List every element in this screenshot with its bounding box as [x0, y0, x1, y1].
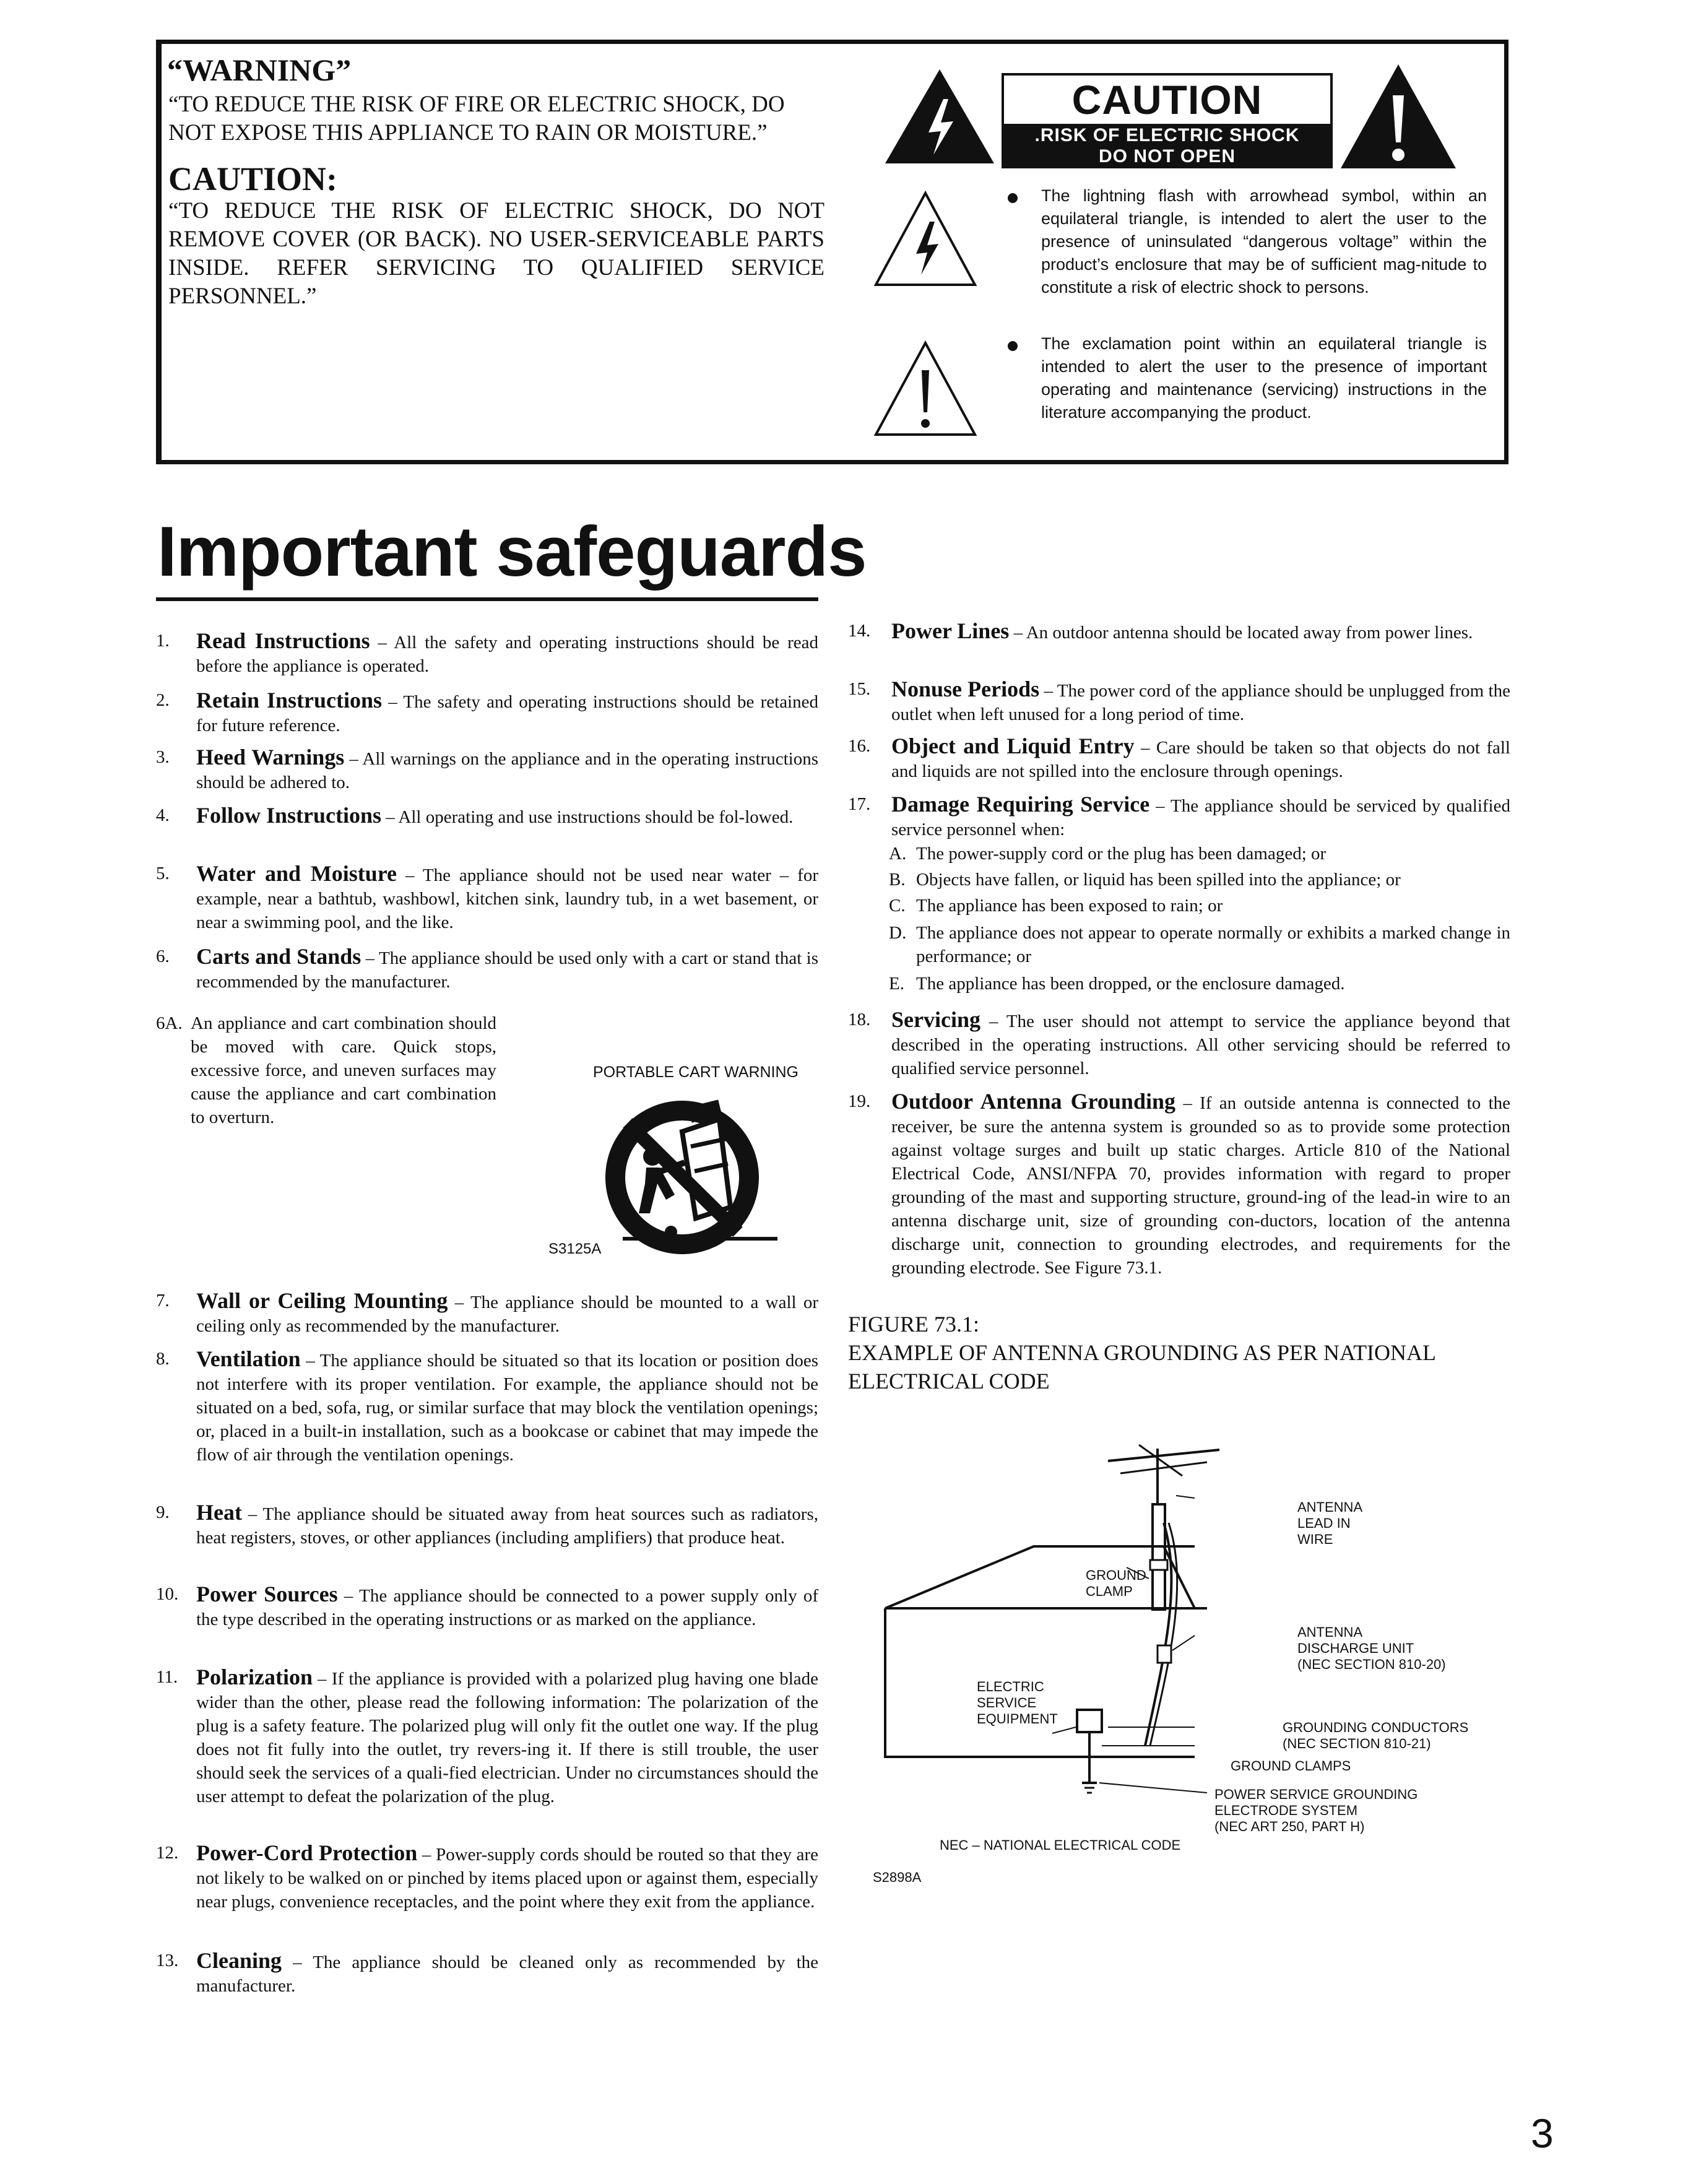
label-line: CLAMP — [1086, 1584, 1133, 1599]
item-title: Heat — [196, 1500, 242, 1525]
page-number: 3 — [1531, 2110, 1554, 2156]
label-line: DISCHARGE UNIT — [1297, 1640, 1414, 1656]
label-line: (NEC ART 250, PART H) — [1214, 1819, 1365, 1834]
label-line: GROUNDING CONDUCTORS — [1283, 1720, 1469, 1735]
item-title: Ventilation — [196, 1346, 301, 1371]
item-number: 1. — [156, 631, 170, 651]
figure-label: FIGURE 73.1: — [848, 1312, 980, 1337]
condition-letter: B. — [889, 870, 906, 890]
lightning-note: The lightning flash with arrowhead symbol, within an equilateral triangle, is intended to alert the user to the presence of uninsulated “dangerous voltage” within the product’s enclosure that may be of sufficient mag-nitude to constitute a risk of electric shock to persons. — [1041, 186, 1487, 297]
item-text: – The appliance should be cleaned only as recommended by the manufacturer. — [196, 1952, 818, 1996]
item-number: 6A. — [156, 1013, 183, 1033]
label-power-service — [1214, 1787, 1417, 1835]
item-title: Nonuse Periods — [891, 677, 1040, 701]
item-title: Object and Liquid Entry — [891, 734, 1135, 758]
item-number: 16. — [848, 736, 871, 756]
label-discharge-unit — [1297, 1624, 1446, 1673]
item-text: – The appliance should be connected to a power supply only of the type described in the operating instructions or as marked on the appliance. — [196, 1586, 818, 1629]
label-electric-service — [977, 1679, 1058, 1727]
caution-text: “TO REDUCE THE RISK OF ELECTRIC SHOCK, DO NOT REMOVE COVER (OR BACK). NO USER-SERVICEABLE PARTS INSIDE. REFER SERVICING TO QUALIFIED SERVICE PERSONNEL.” — [168, 198, 825, 309]
condition-text: The appliance does not appear to operate normally or exhibits a marked change in performance; or — [916, 923, 1510, 966]
item-number: 15. — [848, 679, 871, 699]
cart-tipover-warning-icon — [598, 1091, 777, 1270]
cart-warning-caption: PORTABLE CART WARNING — [593, 1064, 799, 1081]
item-number: 10. — [156, 1584, 179, 1604]
condition-text: The appliance has been exposed to rain; or — [916, 896, 1223, 916]
item-title: Read Instructions — [196, 628, 370, 653]
item-number: 9. — [156, 1502, 170, 1522]
item-text: – The appliance should be situated so that its location or position does not interfere with its proper ventilation. For example, the appliance should not be situated on a bed, sofa, rug, or similar surface that may block the ventilation openings; or, placed in a built-in installation, such as a bookcase or cabinet that may impede the flow of air through the ventilation openings. — [196, 1351, 818, 1465]
label-line: ANTENNA — [1297, 1624, 1363, 1640]
item-title: Cleaning — [196, 1948, 282, 1973]
condition-text: Objects have fallen, or liquid has been spilled into the appliance; or — [916, 870, 1401, 890]
item-title: Power Sources — [196, 1582, 338, 1606]
page-title: Important safeguards — [157, 513, 867, 591]
warning-heading: “WARNING” — [167, 53, 352, 87]
caution-label-line1: .RISK OF ELECTRIC SHOCK — [1034, 125, 1300, 145]
item-text: An appliance and cart combination should be moved with care. Quick stops, excessive force, and uneven surfaces may cause the appliance and cart combination to overturn. — [191, 1013, 496, 1127]
condition-letter: C. — [889, 896, 906, 916]
label-line: (NEC SECTION 810-20) — [1297, 1657, 1446, 1672]
label-grounding-conductors — [1283, 1720, 1468, 1752]
condition-letter: D. — [889, 923, 907, 943]
label-line: (NEC SECTION 810-21) — [1283, 1736, 1431, 1751]
label-nec: NEC – NATIONAL ELECTRICAL CODE — [940, 1837, 1181, 1853]
label-line: POWER SERVICE GROUNDING — [1214, 1787, 1418, 1802]
item-title: Outdoor Antenna Grounding — [891, 1089, 1175, 1114]
label-line: LEAD IN — [1297, 1515, 1351, 1531]
caution-label-band — [1004, 124, 1330, 168]
item-title: Retain Instructions — [196, 688, 382, 713]
label-line: WIRE — [1297, 1532, 1333, 1547]
item-text: – Care should be taken so that objects do not fall and liquids are not spilled into the enclosure through openings. — [891, 738, 1510, 781]
item-text: – All operating and use instructions should be fol-lowed. — [381, 807, 794, 827]
item-text: – The appliance should be used only with a cart or stand that is recommended by the manufacturer. — [196, 948, 818, 992]
lightning-triangle-icon — [873, 189, 978, 288]
figure-code: S2898A — [873, 1870, 922, 1885]
item-title: Carts and Stands — [196, 944, 361, 969]
item-text: – The user should not attempt to service the appliance beyond that described in the operating instructions. All other servicing should be referred to qualified service personnel. — [891, 1012, 1510, 1078]
label-line: SERVICE — [977, 1695, 1037, 1710]
item-title: Power-Cord Protection — [196, 1840, 418, 1865]
item-number: 4. — [156, 805, 170, 825]
label-line: EQUIPMENT — [977, 1711, 1058, 1727]
item-title: Water and Moisture — [196, 861, 397, 886]
exclamation-warning-icon — [1340, 63, 1457, 170]
label-line: ELECTRIC — [977, 1679, 1044, 1694]
caution-label-line2: DO NOT OPEN — [1098, 146, 1236, 167]
item-text: – The appliance should not be used near water – for example, near a bathtub, washbowl, kitchen sink, laundry tub, in a wet basement, or near a swimming pool, and the like. — [196, 865, 818, 932]
antenna-grounding-diagram — [873, 1436, 1219, 1820]
item-title: Heed Warnings — [196, 745, 345, 769]
item-number: 6. — [156, 947, 170, 966]
item-text: – If an outside antenna is connected to the receiver, be sure the antenna system is grounded so as to provide some protection against voltage surges and built up static charges. Article 810 of the National Electrical Code, ANSI/NFPA 70, provides information with regard to proper grounding of the mast and supporting structure, ground-ing of the lead-in wire to an antenna discharge unit, size of grounding con-ductors, location of the antenna discharge unit, connection to grounding electrodes, and requirements for the grounding electrode. See Figure 73.1. — [891, 1093, 1510, 1278]
label-ground-clamp — [1086, 1567, 1146, 1600]
label-line: ELECTRODE SYSTEM — [1214, 1803, 1358, 1818]
cart-figure-code: S3125A — [548, 1241, 602, 1257]
label-ground-clamps — [1231, 1758, 1351, 1774]
item-text: – The appliance should be mounted to a wall or ceiling only as recommended by the manufacturer. — [196, 1293, 818, 1336]
item-text: – The appliance should be situated away from heat sources such as radiators, heat registers, stoves, or other appliances (including amplifiers) that produce heat. — [196, 1504, 818, 1548]
caution-label — [1002, 73, 1333, 168]
figure-caption: EXAMPLE OF ANTENNA GROUNDING AS PER NATIONAL ELECTRICAL CODE — [848, 1340, 1435, 1393]
item-title: Damage Requiring Service — [891, 792, 1150, 817]
caution-heading: CAUTION: — [168, 160, 338, 197]
item-text: – Power-supply cords should be routed so that they are not likely to be walked on or pinched by items placed upon or against them, especially near plugs, convenience receptacles, and the point where they exit from the appliance. — [196, 1845, 818, 1912]
item-text: – If the appliance is provided with a polarized plug having one blade wider than the other, please read the following information: The polarization of the plug is a safety feature. The polarized plug will only fit the outlet one way. If the plug does not fit fully into the outlet, try revers-ing it. If there is still trouble, the user should seek the services of a quali-fied electrician. Under no circumstances should the user attempt to defeat the polarization of the plug. — [196, 1669, 818, 1806]
bullet-lightning — [1008, 193, 1018, 203]
item-text: – All the safety and operating instructions should be read before the appliance is operated. — [196, 633, 818, 676]
title-rule — [156, 597, 818, 601]
item-text: – An outdoor antenna should be located away from power lines. — [1009, 623, 1473, 643]
item-number: 13. — [156, 1951, 179, 1970]
warning-text: “TO REDUCE THE RISK OF FIRE OR ELECTRIC SHOCK, DO NOT EXPOSE THIS APPLIANCE TO RAIN OR MOISTURE.” — [168, 92, 785, 145]
item-title: Servicing — [891, 1007, 980, 1032]
caution-label-title: CAUTION — [1071, 77, 1263, 123]
condition-letter: A. — [889, 844, 907, 864]
item-number: 17. — [848, 794, 871, 814]
item-text: – The power cord of the appliance should be unplugged from the outlet when left unused for a long period of time. — [891, 681, 1510, 724]
lightning-warning-icon — [884, 68, 995, 165]
label-line: GROUND CLAMPS — [1231, 1758, 1351, 1774]
item-number: 5. — [156, 864, 170, 883]
item-number: 2. — [156, 690, 170, 710]
exclamation-note: The exclamation point within an equilateral triangle is intended to alert the user to the presence of important operating and maintenance (servicing) instructions in the literature accompanying the product. — [1041, 334, 1487, 422]
condition-letter: E. — [889, 974, 904, 994]
item-number: 19. — [848, 1091, 871, 1111]
item-title: Power Lines — [891, 618, 1010, 643]
item-number: 14. — [848, 621, 871, 641]
item-title: Wall or Ceiling Mounting — [196, 1288, 448, 1313]
label-line: GROUND — [1086, 1567, 1146, 1583]
item-text: – The appliance should be serviced by qualified service personnel when: — [891, 796, 1510, 839]
item-number: 3. — [156, 747, 170, 767]
item-number: 8. — [156, 1349, 170, 1369]
item-title: Follow Instructions — [196, 803, 382, 828]
item-text: – All warnings on the appliance and in the operating instructions should be adhered to. — [196, 749, 818, 792]
item-number: 7. — [156, 1291, 170, 1311]
item-number: 12. — [156, 1843, 179, 1863]
item-number: 18. — [848, 1010, 871, 1029]
label-line: ANTENNA — [1297, 1499, 1363, 1515]
item-title: Polarization — [196, 1665, 313, 1689]
item-text: – The safety and operating instructions should be retained for future reference. — [196, 692, 818, 735]
bullet-exclamation — [1008, 341, 1018, 351]
condition-text: The appliance has been dropped, or the enclosure damaged. — [916, 974, 1345, 994]
item-number: 11. — [156, 1667, 178, 1687]
exclamation-triangle-icon — [873, 339, 978, 438]
condition-text: The power-supply cord or the plug has been damaged; or — [916, 844, 1327, 864]
label-antenna-lead — [1297, 1499, 1362, 1548]
